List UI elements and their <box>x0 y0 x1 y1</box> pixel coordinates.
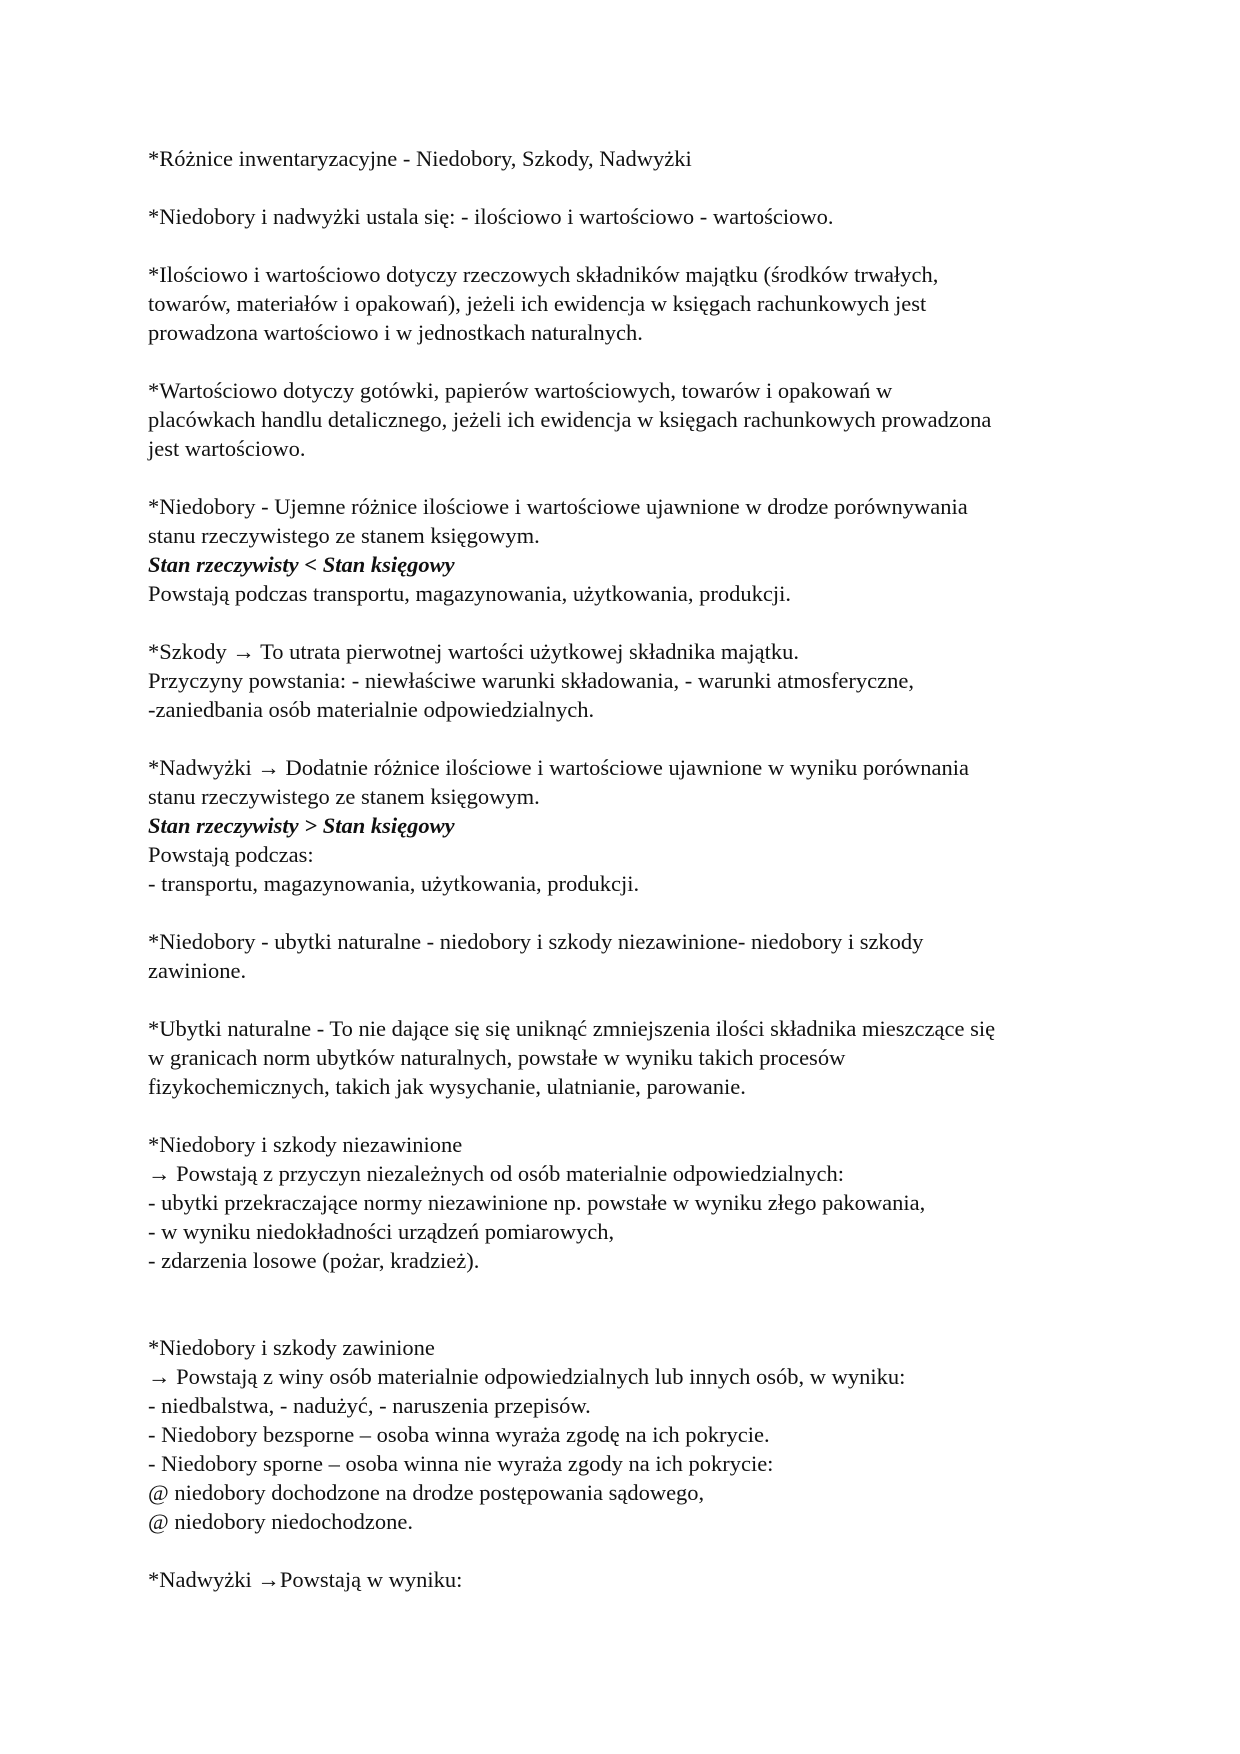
paragraph <box>148 927 1108 985</box>
formula-line: Stan rzeczywisty > Stan księgowy <box>148 813 455 838</box>
text-line: stanu rzeczywistego ze stanem księgowym. <box>148 523 540 548</box>
paragraph <box>148 1565 1108 1594</box>
formula-line: Stan rzeczywisty < Stan księgowy <box>148 552 455 577</box>
text-line: towarów, materiałów i opakowań), jeżeli ich ewidencja w księgach rachunkowych jest <box>148 291 927 316</box>
text-line: *Niedobory - Ujemne różnice ilościowe i wartościowe ujawnione w drodze porównywania <box>148 494 968 519</box>
text-line: → Powstają z przyczyn niezależnych od osób materialnie odpowiedzialnych: <box>148 1161 845 1186</box>
text-line: -zaniedbania osób materialnie odpowiedzialnych. <box>148 697 595 722</box>
document-text <box>148 144 1108 1623</box>
text-line: jest wartościowo. <box>148 436 306 461</box>
text-line: prowadzona wartościowo i w jednostkach naturalnych. <box>148 320 643 345</box>
text-line: *Wartościowo dotyczy gotówki, papierów wartościowych, towarów i opakowań w <box>148 378 893 403</box>
paragraph <box>148 144 1108 173</box>
text-line: *Niedobory i szkody niezawinione <box>148 1132 463 1157</box>
text-line: *Nadwyżki → Dodatnie różnice ilościowe i wartościowe ujawnione w wyniku porównania <box>148 755 970 780</box>
text-line: fizykochemicznych, takich jak wysychanie, ulatnianie, parowanie. <box>148 1074 746 1099</box>
text-line: w granicach norm ubytków naturalnych, powstałe w wyniku takich procesów <box>148 1045 846 1070</box>
paragraph <box>148 1014 1108 1101</box>
text-line: - ubytki przekraczające normy niezawinione np. powstałe w wyniku złego pakowania, <box>148 1190 926 1215</box>
text-line: - Niedobory sporne – osoba winna nie wyraża zgody na ich pokrycie: <box>148 1451 774 1476</box>
text-line: Powstają podczas transportu, magazynowania, użytkowania, produkcji. <box>148 581 791 606</box>
text-line: - transportu, magazynowania, użytkowania, produkcji. <box>148 871 640 896</box>
paragraph <box>148 753 1108 898</box>
text-line: @ niedobory niedochodzone. <box>148 1509 414 1534</box>
text-line: *Szkody → To utrata pierwotnej wartości użytkowej składnika majątku. <box>148 639 799 664</box>
paragraph <box>148 260 1108 347</box>
paragraph <box>148 1333 1108 1536</box>
text-line: - zdarzenia losowe (pożar, kradzież). <box>148 1248 480 1273</box>
text-line: *Ilościowo i wartościowo dotyczy rzeczowych składników majątku (środków trwałych, <box>148 262 939 287</box>
text-line: stanu rzeczywistego ze stanem księgowym. <box>148 784 540 809</box>
paragraph <box>148 492 1108 608</box>
text-line: - w wyniku niedokładności urządzeń pomiarowych, <box>148 1219 615 1244</box>
paragraph <box>148 202 1108 231</box>
text-line: placówkach handlu detalicznego, jeżeli ich ewidencja w księgach rachunkowych prowadzona <box>148 407 992 432</box>
text-line: *Niedobory i nadwyżki ustala się: - ilościowo i wartościowo - wartościowo. <box>148 204 834 229</box>
paragraph <box>148 1130 1108 1275</box>
text-line: *Niedobory i szkody zawinione <box>148 1335 435 1360</box>
text-line: - niedbalstwa, - nadużyć, - naruszenia przepisów. <box>148 1393 591 1418</box>
text-line: *Nadwyżki →Powstają w wyniku: <box>148 1567 463 1592</box>
text-line: → Powstają z winy osób materialnie odpowiedzialnych lub innych osób, w wyniku: <box>148 1364 906 1389</box>
text-line: Powstają podczas: <box>148 842 314 867</box>
text-line: @ niedobory dochodzone na drodze postępowania sądowego, <box>148 1480 705 1505</box>
text-line: *Ubytki naturalne - To nie dające się się uniknąć zmniejszenia ilości składnika mieszczące się <box>148 1016 996 1041</box>
text-line: zawinione. <box>148 958 247 983</box>
paragraph <box>148 376 1108 463</box>
text-line: *Niedobory - ubytki naturalne - niedobory i szkody niezawinione- niedobory i szkody <box>148 929 924 954</box>
text-line: *Różnice inwentaryzacyjne - Niedobory, Szkody, Nadwyżki <box>148 146 692 171</box>
paragraph <box>148 637 1108 724</box>
text-line: Przyczyny powstania: - niewłaściwe warunki składowania, - warunki atmosferyczne, <box>148 668 914 693</box>
text-line: - Niedobory bezsporne – osoba winna wyraża zgodę na ich pokrycie. <box>148 1422 770 1447</box>
